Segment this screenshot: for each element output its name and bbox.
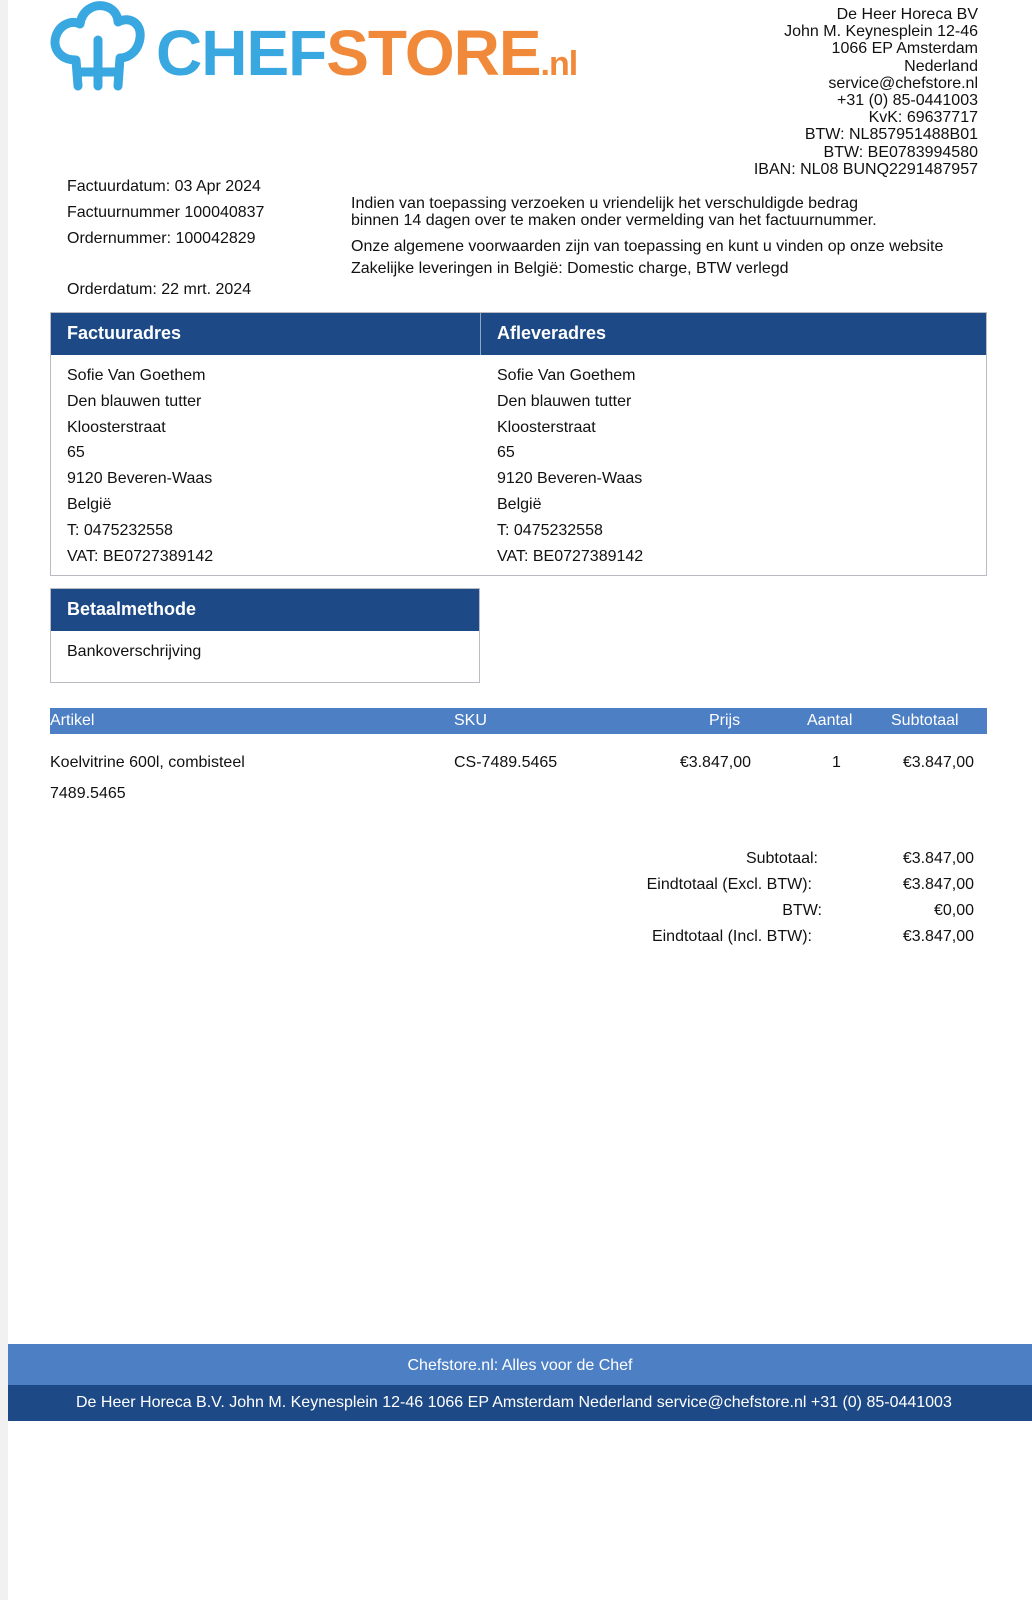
invoice-number: Factuurnummer 100040837 (67, 204, 265, 221)
billing-street: Kloosterstraat (67, 418, 166, 436)
company-line: 1066 EP Amsterdam (831, 40, 978, 58)
payment-note-line: binnen 14 dagen over te maken onder vermelding van het factuurnummer. (351, 212, 877, 229)
col-qty: Aantal (807, 712, 853, 729)
logo-store-text: STORE (326, 17, 541, 89)
company-line: De Heer Horeca BV (836, 6, 978, 23)
order-number: Ordernummer: 100042829 (67, 230, 256, 247)
shipping-title: Afleveradres (497, 323, 607, 343)
shipping-city: 9120 Beveren-Waas (497, 470, 643, 488)
billing-phone: T: 0475232558 (67, 521, 173, 539)
shipping-phone: T: 0475232558 (497, 521, 603, 539)
item-article: Koelvitrine 600l, combisteel (50, 754, 245, 771)
billing-vat: VAT: BE0727389142 (67, 547, 214, 565)
shipping-country: België (497, 495, 542, 513)
belgium-note: Zakelijke leveringen in België: Domestic charge, BTW verlegd (351, 260, 789, 277)
item-sku: CS-7489.5465 (454, 754, 558, 771)
order-date: Orderdatum: 22 mrt. 2024 (67, 281, 252, 298)
item-price: €3.847,00 (679, 754, 751, 771)
chef-hat-icon (48, 0, 148, 96)
item-qty: 1 (832, 754, 841, 771)
footer-address: De Heer Horeca B.V. John M. Keynesplein 12-46 1066 EP Amsterdam Nederland service@chefstore.nl +31 (0) 85-0441003 (76, 1394, 952, 1411)
billing-city: 9120 Beveren-Waas (67, 470, 213, 488)
item-article-code: 7489.5465 (50, 785, 126, 802)
totals-vat-value: €0,00 (933, 902, 974, 919)
terms-note: Onze algemene voorwaarden zijn van toepassing en kunt u vinden op onze website (351, 238, 944, 255)
header-divider (480, 313, 481, 355)
invoice-date: Factuurdatum: 03 Apr 2024 (67, 178, 261, 195)
totals-subtotal-value: €3.847,00 (902, 850, 974, 867)
billing-company: Den blauwen tutter (67, 392, 202, 410)
billing-title: Factuuradres (67, 323, 182, 343)
company-line: BTW: NL857951488B01 (804, 126, 978, 144)
shipping-name: Sofie Van Goethem (497, 367, 636, 384)
chefstore-logo (48, 0, 578, 100)
totals-incl-value: €3.847,00 (902, 928, 974, 945)
items-table-header (50, 708, 987, 734)
company-email[interactable]: service@chefstore.nl (828, 74, 978, 92)
totals-vat-label: BTW: (782, 902, 822, 919)
totals-excl-label: Eindtotaal (Excl. BTW): (646, 876, 812, 893)
company-line: BTW: BE0783994580 (823, 143, 978, 161)
footer-address-bar (8, 1385, 1032, 1421)
page-edge (0, 0, 8, 1600)
address-box-header (51, 313, 986, 355)
logo-tld-text: .nl (540, 45, 578, 83)
billing-address (67, 363, 213, 569)
company-line: IBAN: NL08 BUNQ2291487957 (753, 160, 978, 178)
logo-wordmark (156, 18, 577, 99)
company-line: KvK: 69637717 (868, 109, 978, 127)
totals-incl-label: Eindtotaal (Incl. BTW): (651, 928, 812, 945)
company-info (754, 6, 978, 178)
billing-country: België (67, 495, 112, 513)
payment-method-title: Betaalmethode (51, 589, 479, 631)
shipping-number: 65 (497, 444, 515, 462)
shipping-street: Kloosterstraat (497, 418, 596, 436)
address-box (50, 312, 987, 576)
payment-method-value: Bankoverschrijving (67, 643, 202, 660)
footer-tagline: Chefstore.nl: Alles voor de Chef (8, 1344, 1032, 1385)
company-line: Nederland (904, 57, 978, 75)
payment-note (351, 195, 877, 229)
company-line: John M. Keynesplein 12-46 (784, 23, 978, 41)
company-line: +31 (0) 85-0441003 (837, 92, 978, 110)
totals-excl-value: €3.847,00 (902, 876, 974, 893)
logo-chef-text: CHEF (156, 17, 327, 89)
item-subtotal: €3.847,00 (902, 754, 974, 771)
billing-number: 65 (67, 444, 85, 462)
col-price: Prijs (709, 712, 741, 729)
col-sku: SKU (454, 712, 487, 729)
col-article: Artikel (50, 712, 95, 729)
totals-subtotal-label: Subtotaal: (745, 850, 818, 867)
col-subtotal: Subtotaal (891, 712, 959, 729)
shipping-company: Den blauwen tutter (497, 392, 632, 410)
shipping-address (497, 363, 643, 569)
shipping-vat: VAT: BE0727389142 (497, 547, 644, 565)
payment-method-box (50, 588, 480, 683)
payment-note-line: Indien van toepassing verzoeken u vriendelijk het verschuldigde bedrag (351, 195, 858, 212)
table-row (50, 754, 987, 806)
billing-name: Sofie Van Goethem (67, 367, 206, 384)
